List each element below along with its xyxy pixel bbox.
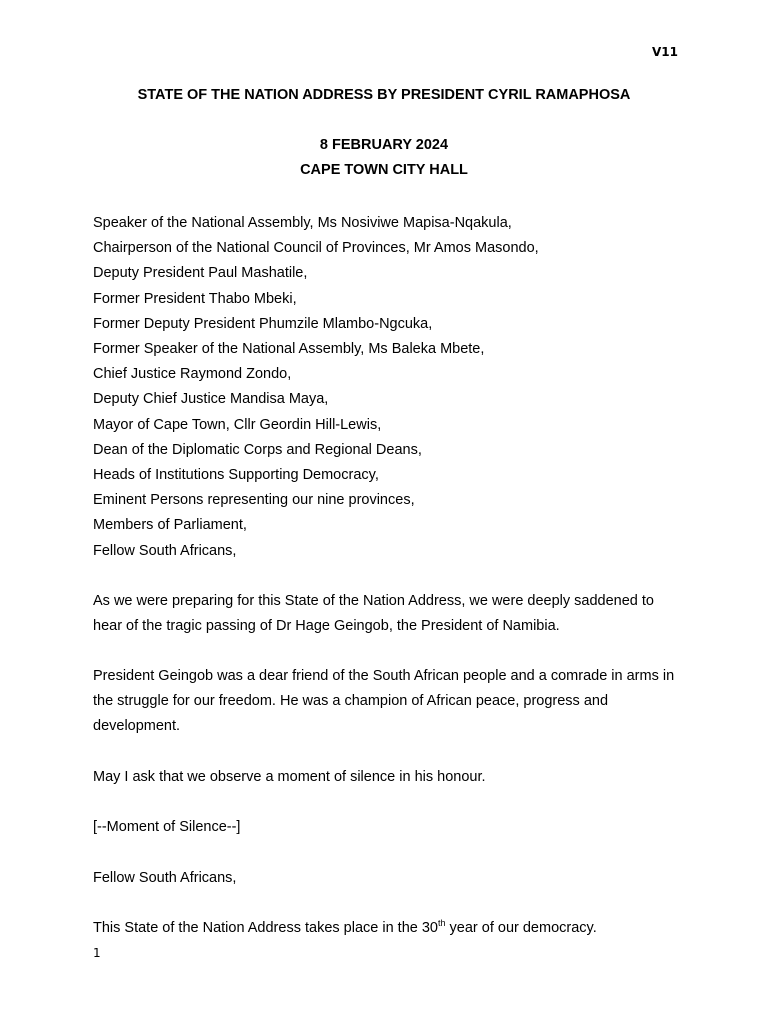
salutation-line: Chief Justice Raymond Zondo, (93, 366, 292, 383)
paragraph-moment-of-silence: [--Moment of Silence--] (93, 819, 241, 835)
salutations-list (93, 211, 693, 564)
salutation-line: Eminent Persons representing our nine provinces, (93, 492, 415, 509)
salutation-line: Fellow South Africans, (93, 542, 237, 559)
ordinal-superscript: th (437, 918, 446, 929)
salutation-line: Members of Parliament, (93, 517, 247, 534)
page-number: 1 (93, 946, 101, 960)
paragraph-geingob-passing: As we were preparing for this State of the Nation Address, we were deeply saddened to hear of the tragic passing of Dr Hage Geingob, the President of Namibia. (93, 593, 654, 635)
salutation-line: Chairperson of the National Council of Provinces, Mr Amos Masondo, (93, 240, 539, 257)
paragraph-text: This State of the Nation Address takes place in the 30 (93, 920, 438, 936)
salutation-line: Former Speaker of the National Assembly, Ms Baleka Mbete, (93, 341, 485, 358)
salutation-line: Former President Thabo Mbeki, (93, 290, 297, 307)
salutation-line: Mayor of Cape Town, Cllr Geordin Hill-Lewis, (93, 416, 382, 433)
version-label: V11 (652, 45, 678, 59)
salutation-line: Speaker of the National Assembly, Ms Nosiviwe Mapisa-Nqakula, (93, 215, 512, 231)
document-venue: CAPE TOWN CITY HALL (300, 162, 468, 178)
salutation-line: Heads of Institutions Supporting Democracy, (93, 467, 379, 484)
paragraph-geingob-tribute: President Geingob was a dear friend of the South African people and a comrade in arms in the struggle for our freedom. He was a champion of African peace, progress and development. (93, 668, 675, 735)
document-date: 8 FEBRUARY 2024 (319, 137, 449, 153)
salutation-line: Deputy President Paul Mashatile, (93, 265, 308, 282)
salutation-line: Former Deputy President Phumzile Mlambo-Ngcuka, (93, 315, 433, 332)
paragraph-democracy-30th-year (93, 916, 683, 941)
paragraph-fellow-south-africans: Fellow South Africans, (93, 870, 237, 886)
paragraph-silence-request: May I ask that we observe a moment of silence in his honour. (93, 769, 486, 785)
salutation-line: Deputy Chief Justice Mandisa Maya, (93, 391, 329, 408)
salutation-line: Dean of the Diplomatic Corps and Regional Deans, (93, 441, 422, 458)
document-title: STATE OF THE NATION ADDRESS BY PRESIDENT CYRIL RAMAPHOSA (137, 87, 631, 103)
paragraph-text: year of our democracy. (445, 920, 597, 936)
